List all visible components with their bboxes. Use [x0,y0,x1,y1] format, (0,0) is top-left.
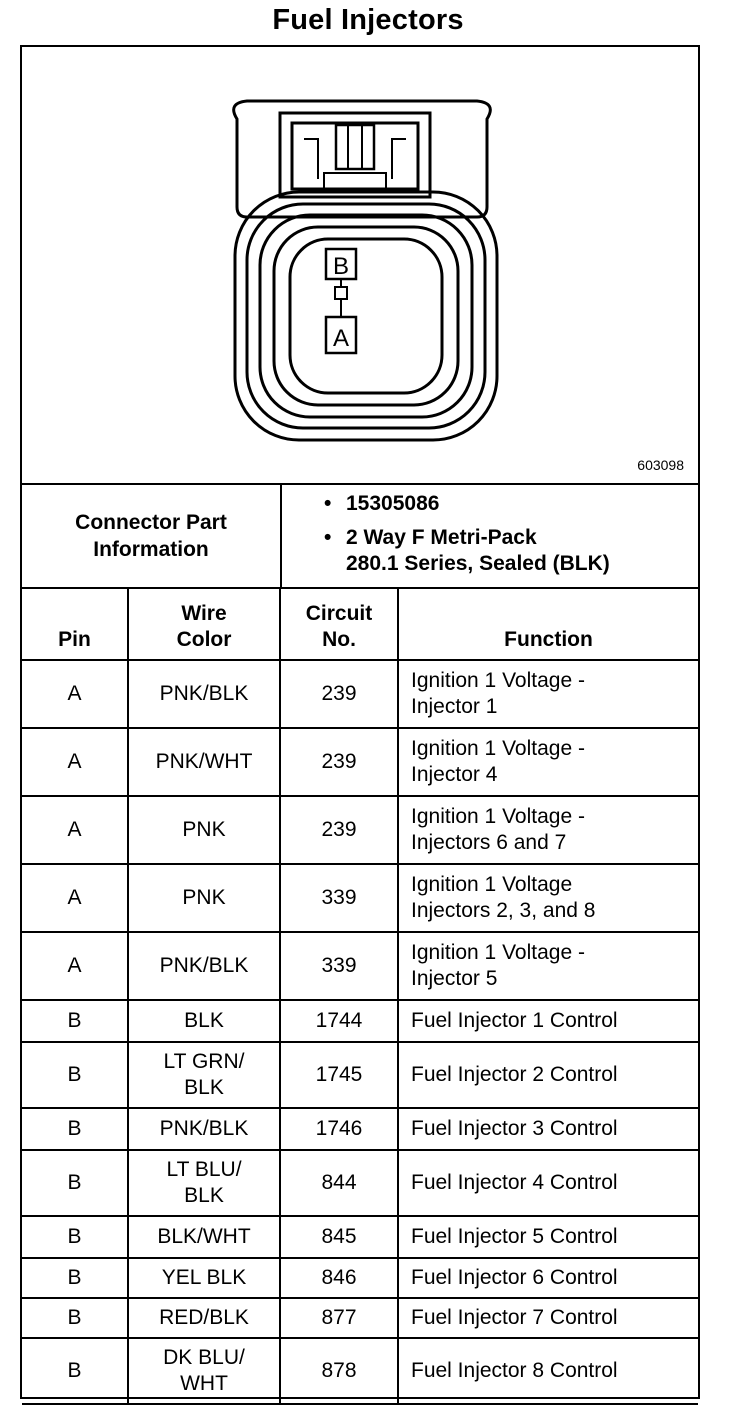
function-cell [398,660,698,728]
table-row [22,932,698,1000]
function-text: Fuel Injector 3 Control [411,1117,618,1140]
function-text: Injector 5 [411,967,498,990]
function-text: Fuel Injector 8 Control [411,1359,618,1382]
connector-info-values [284,491,694,585]
table-row [22,1338,698,1404]
pin-cell: B [22,1108,128,1150]
table-row [22,1042,698,1108]
circuit-cell: 239 [280,728,398,796]
wire-color-text: PNK/WHT [155,750,253,773]
connector-description-line1: 2 Way F Metri-Pack [346,526,537,549]
table-row [22,796,698,864]
pinout-table [22,587,698,1405]
circuit-cell: 239 [280,660,398,728]
function-cell [398,1108,698,1150]
wire-color-cell [128,1216,280,1258]
header-wire-color: Wire Color [128,588,280,660]
wire-color-text: BLK [184,1184,224,1207]
wire-color-text: RED/BLK [159,1306,249,1329]
function-cell [398,1338,698,1404]
wire-color-cell [128,1150,280,1216]
table-row [22,1258,698,1298]
function-cell [398,1298,698,1338]
header-circuit-no: Circuit No. [280,588,398,660]
function-cell [398,1042,698,1108]
bullet-icon: • [324,492,332,515]
header-function: Function [398,588,698,660]
connector-diagram [22,47,698,485]
table-row [22,1000,698,1042]
circuit-cell: 239 [280,796,398,864]
wire-color-text: PNK [182,886,226,909]
function-text: Injector 4 [411,763,498,786]
pin-cell: A [22,660,128,728]
wire-color-text: BLK/WHT [157,1225,251,1248]
pin-cell: A [22,796,128,864]
function-text: Ignition 1 Voltage - [411,941,585,964]
wire-color-text: PNK/BLK [159,1117,249,1140]
pin-cell: B [22,1298,128,1338]
pin-cell: A [22,932,128,1000]
function-cell [398,1150,698,1216]
function-text: Ignition 1 Voltage - [411,805,585,828]
wire-color-cell [128,796,280,864]
connector-description-item [324,525,694,577]
circuit-cell: 1746 [280,1108,398,1150]
function-cell [398,728,698,796]
pin-cell: B [22,1150,128,1216]
function-text: Fuel Injector 6 Control [411,1266,618,1289]
circuit-cell: 1744 [280,1000,398,1042]
function-cell [398,1216,698,1258]
wire-color-cell [128,1338,280,1404]
function-text: Fuel Injector 1 Control [411,1009,618,1032]
pin-cell: B [22,1338,128,1404]
connector-sheet [20,45,700,1399]
connector-part-info [22,485,698,589]
pin-cell: B [22,1000,128,1042]
wire-color-text: LT BLU/ [166,1158,242,1181]
function-cell [398,864,698,932]
circuit-cell: 1745 [280,1042,398,1108]
pin-cell: B [22,1042,128,1108]
pin-cell: A [22,728,128,796]
wire-color-text: PNK/BLK [159,954,249,977]
pin-cell: A [22,864,128,932]
connector-illustration [22,47,698,483]
table-row [22,1298,698,1338]
function-text: Fuel Injector 4 Control [411,1171,618,1194]
function-text: Fuel Injector 5 Control [411,1225,618,1248]
part-number-item [324,491,694,517]
wire-color-cell [128,1042,280,1108]
terminal-cavity [290,239,442,393]
function-text: Injectors 6 and 7 [411,831,567,854]
figure-id: 603098 [637,457,684,473]
function-text: Ignition 1 Voltage - [411,737,585,760]
function-text: Ignition 1 Voltage - [411,669,585,692]
function-cell [398,932,698,1000]
wire-color-cell [128,864,280,932]
connector-description-line2: 280.1 Series, Sealed (BLK) [346,552,610,575]
circuit-cell: 877 [280,1298,398,1338]
connector-info-label [22,485,282,587]
table-row [22,1216,698,1258]
function-text: Fuel Injector 2 Control [411,1063,618,1086]
wire-color-cell [128,932,280,1000]
function-text: Injector 1 [411,695,498,718]
wire-color-text: BLK [184,1076,224,1099]
circuit-cell: 878 [280,1338,398,1404]
wire-color-text: YEL BLK [161,1266,247,1289]
wire-color-cell [128,1258,280,1298]
function-cell [398,796,698,864]
wire-color-text: BLK [184,1009,224,1032]
part-number: 15305086 [346,492,440,515]
connector-info-label-line1: Connector Part [75,511,227,534]
wire-color-cell [128,1000,280,1042]
wire-color-cell [128,1108,280,1150]
wire-color-text: PNK/BLK [159,682,249,705]
pin-cell: B [22,1216,128,1258]
table-row [22,660,698,728]
bullet-icon: • [324,526,332,549]
wire-color-text: DK BLU/ [163,1346,245,1369]
connector-info-label-line2: Information [93,538,209,561]
circuit-cell: 844 [280,1150,398,1216]
function-cell [398,1258,698,1298]
circuit-cell: 846 [280,1258,398,1298]
circuit-cell: 339 [280,932,398,1000]
circuit-cell: 339 [280,864,398,932]
table-row [22,864,698,932]
wire-color-text: LT GRN/ [163,1050,245,1073]
pin-cell: B [22,1258,128,1298]
circuit-cell: 845 [280,1216,398,1258]
wire-color-text: PNK [182,818,226,841]
table-row [22,1108,698,1150]
header-pin: Pin [22,588,128,660]
table-header-row [22,588,698,660]
terminal-a-label: A [332,325,350,352]
terminal-b-label: B [332,253,350,280]
function-text: Injectors 2, 3, and 8 [411,899,596,922]
wire-color-cell [128,1298,280,1338]
page-title: Fuel Injectors [272,4,464,36]
wire-color-text: WHT [180,1372,228,1395]
function-cell [398,1000,698,1042]
table-row [22,728,698,796]
wire-color-cell [128,660,280,728]
function-text: Ignition 1 Voltage [411,873,573,896]
function-text: Fuel Injector 7 Control [411,1306,618,1329]
wire-color-cell [128,728,280,796]
table-row [22,1150,698,1216]
